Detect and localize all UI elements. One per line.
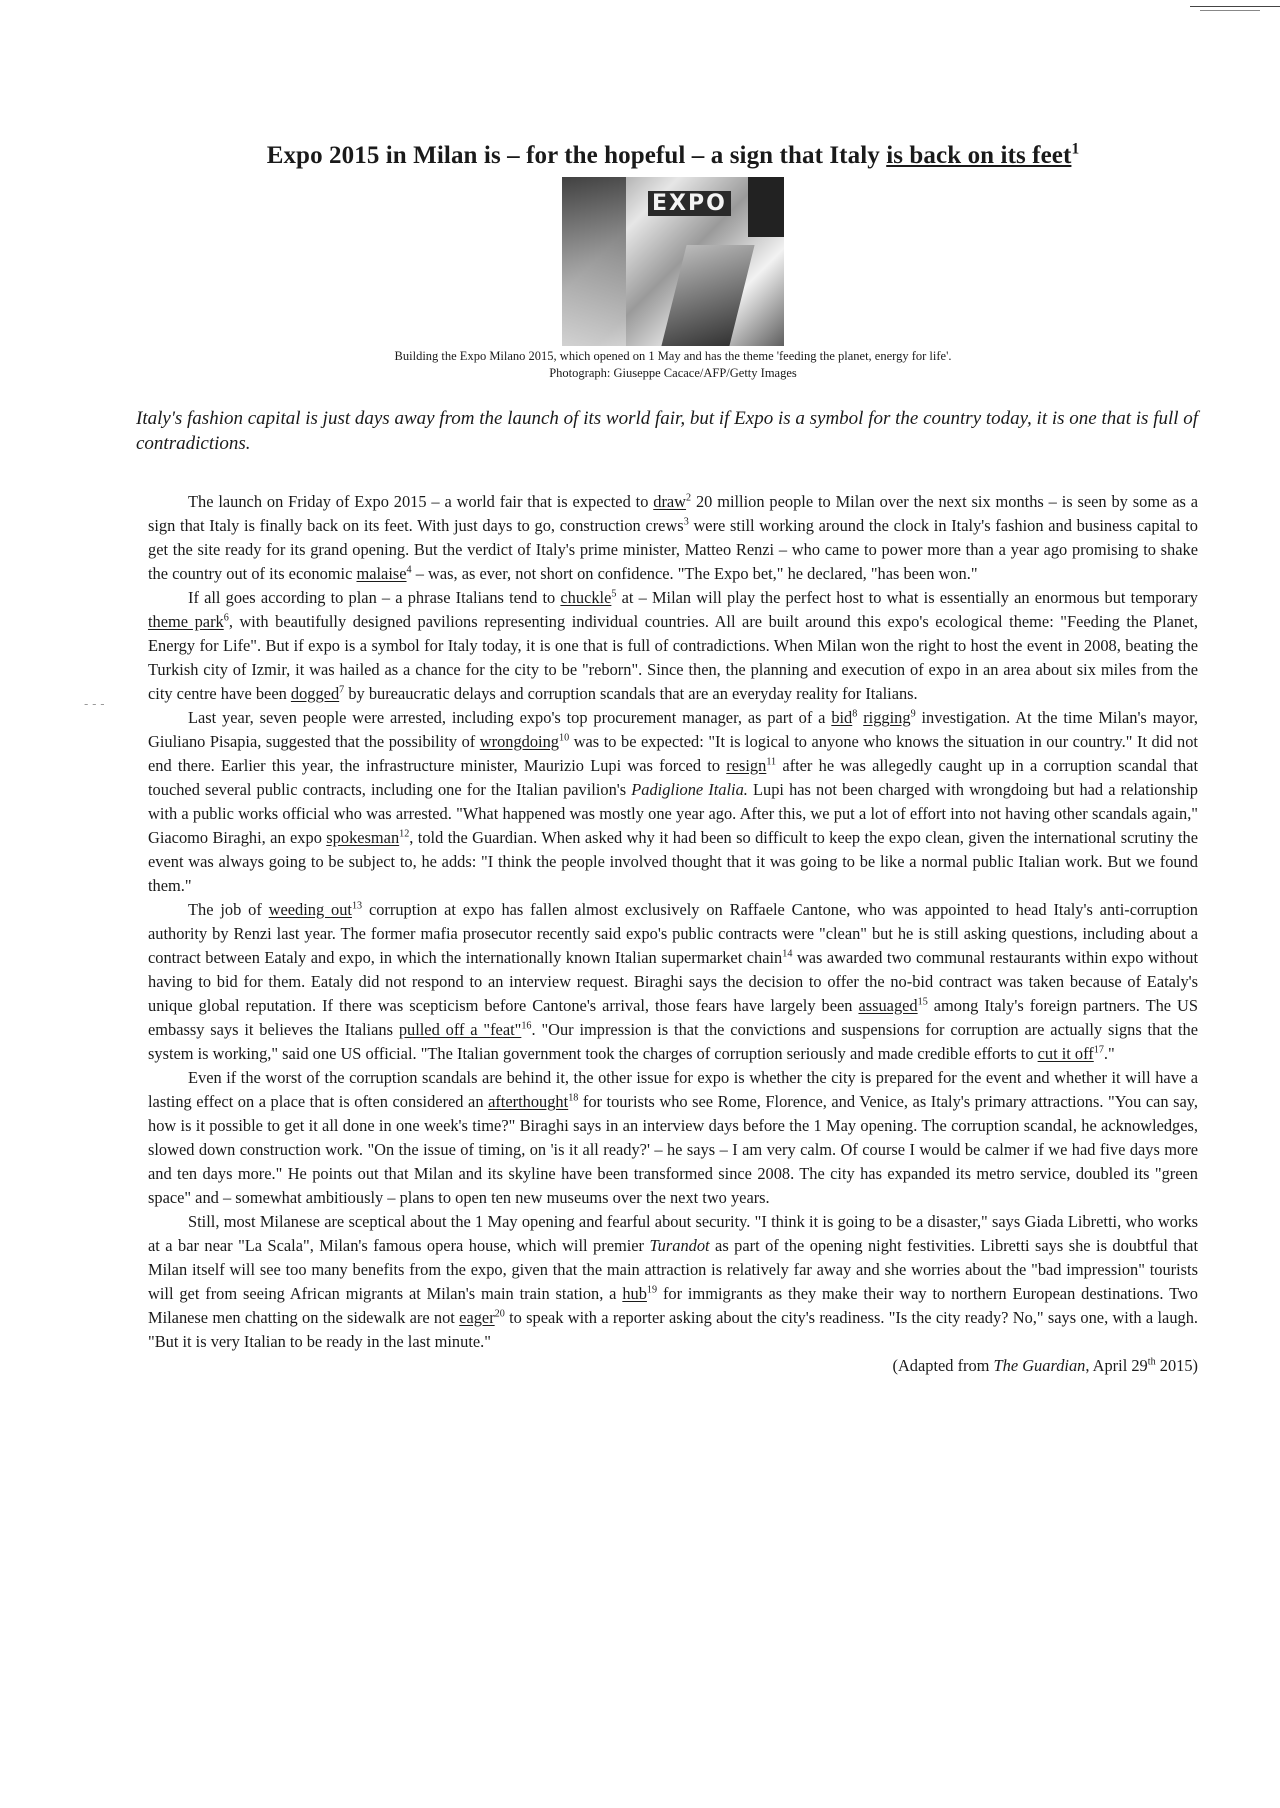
lead-paragraph: Italy's fashion capital is just days away from the launch of its world fair, but if Expo is a symbol for the country today, it is one that is full of contradictions.	[136, 408, 1199, 454]
photo-caption: Building the Expo Milano 2015, which opened on 1 May and has the theme 'feeding the planet, energy for life'. Photograph: Giuseppe Cacace/AFP/Getty Images	[394, 349, 952, 380]
paragraph-3: Last year, seven people were arrested, including expo's top procurement manager, as part of a bid$^8$ rigging$^9$ investigation. At the time Milan's mayor, Giuliano Pisapia, suggested that the possibility of wrongdoing$^{10}$ was to be expected: "It is logical to anyone who knows the situation in our country." It did not end there. Earlier this year, the infrastructure minister, Maurizio Lupi was forced to resign$^{11}$ after he was allegedly caught up in a corruption scandal that touched several public contracts, including one for the Italian pavilion's Padiglione Italia. Lupi has not been charged with wrongdoing but had a relationship with a public works official who was arrested. "What happened was mostly one year ago. After this, we put a lot of effort into not having other scandals again," Giacomo Biraghi, an expo spokesman$^{12}$, told the Guardian. When asked why it had been so difficult to keep the expo clean, given the international scrutiny the event was always going to be subject to, he adds: "I think the people involved thought that it was going to be like a normal public Italian work. But we found them."	[148, 708, 1198, 895]
expo-sign: EXPO	[648, 191, 731, 216]
footnote-ref: 1	[1071, 140, 1080, 158]
paragraph-1: The launch on Friday of Expo 2015 – a world fair that is expected to draw$^2$ 20 million people to Milan over the next six months – is seen by some as a sign that Italy is finally back on its feet. With just days to go, construction crews$^3$ were still working around the clock in Italy's fashion and business capital to get the site ready for its grand opening. But the verdict of Italy's prime minister, Matteo Renzi – who came to power more than a year ago promising to shake the country out of its economic malaise$^4$ – was, as ever, not short on confidence. "The Expo bet," he declared, "has been won."	[148, 492, 1198, 583]
document-page	[136, 140, 1199, 1378]
article-body	[148, 490, 1198, 1354]
scan-edge-line	[1190, 6, 1280, 7]
article-title: Expo 2015 in Milan is – for the hopeful – a sign that Italy is back on its feet$^1$	[266, 140, 1080, 169]
paragraph-5: Even if the worst of the corruption scandals are behind it, the other issue for expo is whether the city is prepared for the event and whether it will have a lasting effect on a place that is often considered an afterthought$^{18}$ for tourists who see Rome, Florence, and Venice, as Italy's primary attractions. "You can say, how is it possible to get it all done in one week's time?" Biraghi says in an interview days before the 1 May opening. The corruption scandal, he acknowledges, slowed down construction work. "On the issue of timing, on 'is it all ready?' – he says – I am very calm. Of course I would be calmer if we had five days more and ten days more." He points out that Milan and its skyline have been transformed since 2008. The city has expanded its metro service, doubled its "green space" and – somewhat ambitiously – plans to open ten new museums over the next two years.	[148, 1068, 1199, 1207]
article-photo	[562, 177, 784, 346]
margin-mark: - - -	[84, 697, 105, 711]
paragraph-2: If all goes according to plan – a phrase Italians tend to chuckle$^5$ at – Milan will play the perfect host to what is essentially an enormous but temporary theme park$^6$, with beautifully designed pavilions representing individual countries. All are built around this expo's ecological theme: "Feeding the Planet, Energy for Life". But if expo is a symbol for Italy today, it is one that is full of contradictions. When Milan won the right to host the event in 2008, beating the Turkish city of Izmir, it was hailed as a chance for the city to be "reborn". Since then, the planning and execution of expo in an area about six miles from the city centre have been dogged$^7$ by bureaucratic delays and corruption scandals that are an everyday reality for Italians.	[148, 588, 1199, 703]
paragraph-6: Still, most Milanese are sceptical about the 1 May opening and fearful about security. "I think it is going to be a disaster," says Giada Libretti, who works at a bar near "La Scala", Milan's famous opera house, which will premier Turandot as part of the opening night festivities. Libretti says she is doubtful that Milan itself will see too many benefits from the expo, given that the main attraction is relatively far away and she worries about the "bad impression" tourists will get from seeing African migrants at Milan's main train station, a hub$^{19}$ for immigrants as they make their way to northern European destinations. Two Milanese men chatting on the sidewalk are not eager$^{20}$ to speak with a reporter asking about the city's readiness. "Is the city ready? No," says one, with a laugh. "But it is very Italian to be ready in the last minute."	[148, 1212, 1199, 1351]
source-citation: (Adapted from The Guardian, April 29th 2015)	[892, 1356, 1198, 1375]
paragraph-4: The job of weeding out$^{13}$ corruption at expo has fallen almost exclusively on Raffaele Cantone, who was appointed to head Italy's anti-corruption authority by Renzi last year. The former mafia prosecutor recently said expo's public contracts were "clean" but he is still asking questions, including about a contract between Eataly and expo, in which the internationally known Italian supermarket chain$^{14}$ was awarded two communal restaurants within expo without having to bid for them. Eataly did not respond to an interview request. Biraghi says the decision to offer the no-bid contract was taken because of Eataly's unique global reputation. If there was scepticism before Cantone's arrival, those fears have largely been assuaged$^{15}$ among Italy's foreign partners. The US embassy says it believes the Italians pulled off a "feat"$^{16}$. "Our impression is that the convictions and suspensions for corruption are actually signs that the system is working," said one US official. "The Italian government took the charges of corruption seriously and made credible efforts to cut it off$^{17}$."	[148, 900, 1199, 1063]
title-underlined: is back on its feet	[886, 142, 1072, 169]
scan-edge-line-2	[1200, 10, 1260, 11]
